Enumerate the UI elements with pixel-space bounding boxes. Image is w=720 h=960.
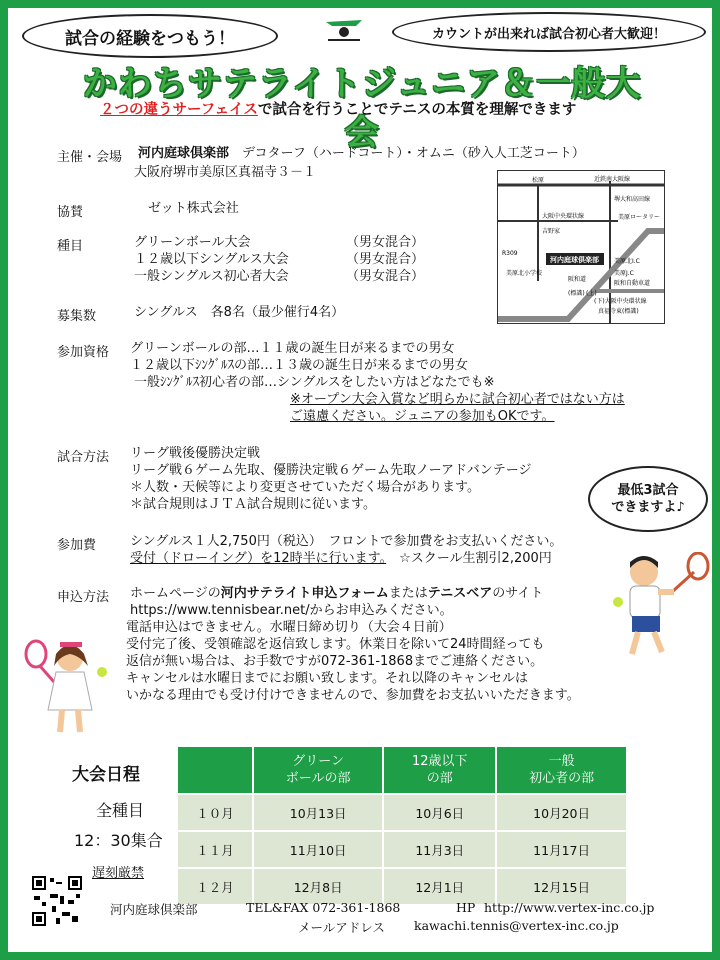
map-label: 近鉄南大阪線 <box>594 176 631 183</box>
fee-line: シングルス１人2,750円（税込） フロントで参加費をお支払いください。 <box>130 534 563 549</box>
page-subtitle <box>100 98 640 119</box>
map-label: 大阪中央環状線 <box>542 213 585 220</box>
speech-bubble-right <box>392 12 706 52</box>
fee-discount: ☆スクール生割引2,200円 <box>399 551 552 566</box>
apply-line-1 <box>130 585 543 602</box>
speech-bubble-left <box>22 14 278 58</box>
format-line: ＊人数・天候等により変更させていただく場合があります。 <box>130 480 480 495</box>
map-label: 美原J.C <box>614 270 634 277</box>
event-name: 一般シングルス初心者大会 <box>134 269 289 284</box>
schedule-header: グリーン ボールの部 <box>253 746 383 794</box>
map-label: R309 <box>502 250 518 257</box>
table-row <box>177 794 627 831</box>
schedule-date: 10月13日 <box>253 794 383 831</box>
apply-text: ホームページの <box>130 586 221 601</box>
page-title: かわちサテライトジュニア＆一般大会 <box>82 64 642 153</box>
host-name: 河内庭球倶楽部 <box>138 146 230 161</box>
map-label: 美原北I.C <box>614 258 640 265</box>
schedule-date: 10月6日 <box>383 794 496 831</box>
format-line: リーグ戦６ゲーム先取、優勝決定戦６ゲーム先取ノーアドバンテージ <box>130 463 532 478</box>
schedule-date: 11月10日 <box>253 831 383 868</box>
schedule-date: 12月1日 <box>383 868 496 905</box>
map-label: (上) <box>586 290 597 297</box>
apply-url: https://www.tennisbear.net/からお申込みください。 <box>130 603 453 618</box>
sponsor-label: 協賛 <box>57 205 84 220</box>
fee-label: 参加費 <box>57 538 97 553</box>
map-label: 堺大和高田線 <box>614 196 651 203</box>
footer-hp-label: HP <box>456 900 476 915</box>
schedule-date: 11月17日 <box>496 831 627 868</box>
apply-form-name: 河内サテライト申込フォーム <box>220 586 389 601</box>
footer-mail[interactable]: kawachi.tennis@vertex-inc.co.jp <box>414 918 619 933</box>
schedule-corner-cell <box>177 746 253 794</box>
format-line: ＊試合規則はＪＴＡ試合規則に従います。 <box>130 497 376 512</box>
host-address: 大阪府堺市美原区真福寺３－１ <box>134 165 317 180</box>
apply-label: 申込方法 <box>57 590 110 605</box>
schedule-header: 一般 初心者の部 <box>496 746 627 794</box>
format-label: 試合方法 <box>57 450 110 465</box>
apply-line: いかなる理由でも受け付けできませんので、参加費をお支払いいただきます。 <box>126 688 580 703</box>
apply-line: 返信が無い場合は、お手数ですが072-361-1868までご連絡ください。 <box>126 654 544 669</box>
schedule-all-events: 全種目 <box>96 801 145 820</box>
footer-mail-label: メールアドレス <box>298 920 385 935</box>
event-type: （男女混合） <box>346 235 425 250</box>
map-label: 美原北小学校 <box>506 270 543 277</box>
schedule-date: 12月15日 <box>496 868 627 905</box>
map-label: 松原 <box>532 177 545 184</box>
fee-reception: 受付（ドローイング）を12時半に行います。 <box>130 551 387 566</box>
map-label: 阪和道 <box>568 276 587 283</box>
schedule-table <box>176 745 628 906</box>
sponsor-value: ゼット株式会社 <box>148 201 239 216</box>
qr-code[interactable] <box>32 876 82 926</box>
map-club-label: 河内庭球倶楽部 <box>550 256 599 264</box>
schedule-date: 10月20日 <box>496 794 627 831</box>
map-label: 美原ロータリー <box>618 214 661 221</box>
host-label: 主催・会場 <box>57 150 123 165</box>
schedule-month: １０月 <box>177 794 253 831</box>
promo-line: 最低3試合 <box>617 483 679 498</box>
eligibility-label: 参加資格 <box>57 345 110 360</box>
apply-text: または <box>388 586 428 601</box>
capacity-value: シングルス 各8名（最少催行4名） <box>134 305 345 320</box>
format-line: リーグ戦後優勝決定戦 <box>130 446 261 461</box>
schedule-date: 12月8日 <box>253 868 383 905</box>
girl-player-illustration <box>20 636 120 736</box>
table-row <box>177 831 627 868</box>
schedule-month: １２月 <box>177 868 253 905</box>
access-map <box>497 170 665 324</box>
footer-tel: TEL&FAX 072-361-1868 <box>246 900 401 915</box>
apply-site-name: テニスベア <box>427 586 493 601</box>
promo-line: できますよ♪ <box>611 500 685 515</box>
eligibility-line: 一般ｼﾝｸﾞﾙｽ初心者の部…シングルスをしたい方はどなたでも※ <box>134 375 495 390</box>
map-label: 阪和自動車道 <box>614 280 651 287</box>
eligibility-line: １２歳以下ｼﾝｸﾞﾙｽの部…１３歳の誕生日が来るまでの男女 <box>130 358 469 373</box>
apply-line: キャンセルは水曜日までにお願い致します。それ以降のキャンセルは <box>126 671 528 686</box>
capacity-label: 募集数 <box>57 309 97 324</box>
schedule-meet-time: 12：30集合 <box>74 831 163 850</box>
eligibility-line: グリーンボールの部…１１歳の誕生日が来るまでの男女 <box>130 341 455 356</box>
map-label: 真福寺東(標識) <box>598 308 639 315</box>
apply-line: 電話申込はできません。水曜日締め切り（大会４日前） <box>126 620 452 635</box>
footer-hp-url[interactable]: http://www.vertex-inc.co.jp <box>484 900 655 915</box>
map-label: 吉野家 <box>542 228 561 235</box>
map-label: (下)大阪中央環状線 <box>594 298 647 305</box>
bubble-right-text: カウントが出来れば試合初心者大歓迎！ <box>431 26 666 42</box>
event-name: グリーンボール大会 <box>134 235 251 250</box>
map-label: (標識) <box>568 290 585 297</box>
schedule-title: 大会日程 <box>72 765 140 785</box>
host-line <box>138 145 585 162</box>
club-logo <box>322 14 366 44</box>
event-type: （男女混合） <box>346 252 425 267</box>
schedule-header-row <box>177 746 627 794</box>
eligibility-note: ご遠慮ください。ジュニアの参加もOKです。 <box>290 409 555 424</box>
apply-text: のサイト <box>492 586 544 601</box>
fee-line-2 <box>130 550 552 567</box>
schedule-no-late: 遅刻厳禁 <box>92 866 145 881</box>
host-courts: デコターフ（ハードコート）・オムニ（砂入人工芝コート） <box>242 146 585 161</box>
schedule-header: 12歳以下 の部 <box>383 746 496 794</box>
bubble-left-text: 試合の経験をつもう！ <box>65 28 235 49</box>
subtitle-highlight: ２つの違うサーフェイス <box>100 102 258 118</box>
event-type: （男女混合） <box>346 269 425 284</box>
footer-club: 河内庭球倶楽部 <box>110 902 198 917</box>
apply-line: 受付完了後、受領確認を返信致します。休業日を除いて24時間経っても <box>126 637 545 652</box>
promo-bubble <box>588 466 708 532</box>
subtitle-text: で試合を行うことでテニスの本質を理解できます <box>257 102 577 118</box>
boy-player-illustration <box>610 552 710 662</box>
events-label: 種目 <box>57 239 84 254</box>
schedule-month: １１月 <box>177 831 253 868</box>
eligibility-note: ※オープン大会入賞など明らかに試合初心者ではない方は <box>290 392 625 407</box>
schedule-date: 11月3日 <box>383 831 496 868</box>
event-name: １２歳以下シングルス大会 <box>134 252 289 267</box>
